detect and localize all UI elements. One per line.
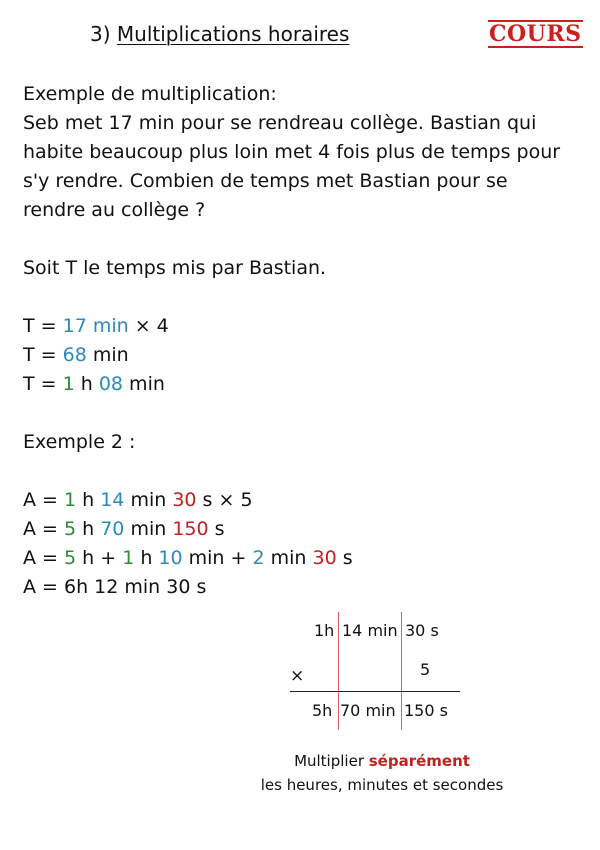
caption-line-2: les heures, minutes et secondes [260, 776, 504, 794]
example2-heading: Exemple 2 : [23, 431, 136, 453]
problem-line-1: Seb met 17 min pour se rendreau collège. Bastian qui [23, 112, 537, 134]
equation-3: T = 1 h 08 min [23, 373, 165, 395]
equation-a1: A = 1 h 14 min 30 s × 5 [23, 489, 253, 511]
value-hours: 1 [62, 373, 75, 395]
bottom-minutes: 70 min [340, 701, 396, 720]
times-sign: × [290, 666, 305, 686]
value-minutes: 17 min [62, 315, 129, 337]
caption-line-1: Multiplier séparément [294, 752, 470, 770]
equation-1: T = 17 min × 4 [23, 315, 169, 337]
column-divider [338, 612, 339, 730]
example1-heading: Exemple de multiplication: [23, 83, 277, 105]
equation-a2: A = 5 h 70 min 150 s [23, 518, 225, 540]
soit-statement: Soit T le temps mis par Bastian. [23, 257, 327, 279]
result-rule [290, 691, 460, 692]
problem-line-2: habite beaucoup plus loin met 4 fois plus de temps pour [23, 141, 561, 163]
caption-emphasis: séparément [368, 752, 470, 770]
top-seconds: 30 s [405, 621, 439, 640]
problem-line-4: rendre au collège ? [23, 199, 206, 221]
value-minutes: 08 [98, 373, 124, 395]
equation-a4: A = 6h 12 min 30 s [23, 576, 207, 598]
cours-stamp: COURS [489, 21, 582, 47]
multiplier: 5 [420, 660, 431, 679]
section-number: 3) [90, 22, 111, 46]
top-hours: 1h [314, 621, 335, 640]
value-minutes: 68 [62, 344, 87, 366]
bottom-seconds: 150 s [404, 701, 448, 720]
section-title-text: Multiplications horaires [116, 22, 350, 46]
section-title [90, 22, 349, 46]
top-minutes: 14 min [342, 621, 398, 640]
column-divider [401, 612, 402, 730]
problem-line-3: s'y rendre. Combien de temps met Bastian pour se [23, 170, 508, 192]
bottom-hours: 5h [312, 701, 333, 720]
equation-2: T = 68 min [23, 344, 129, 366]
equation-a3: A = 5 h + 1 h 10 min + 2 min 30 s [23, 547, 353, 569]
